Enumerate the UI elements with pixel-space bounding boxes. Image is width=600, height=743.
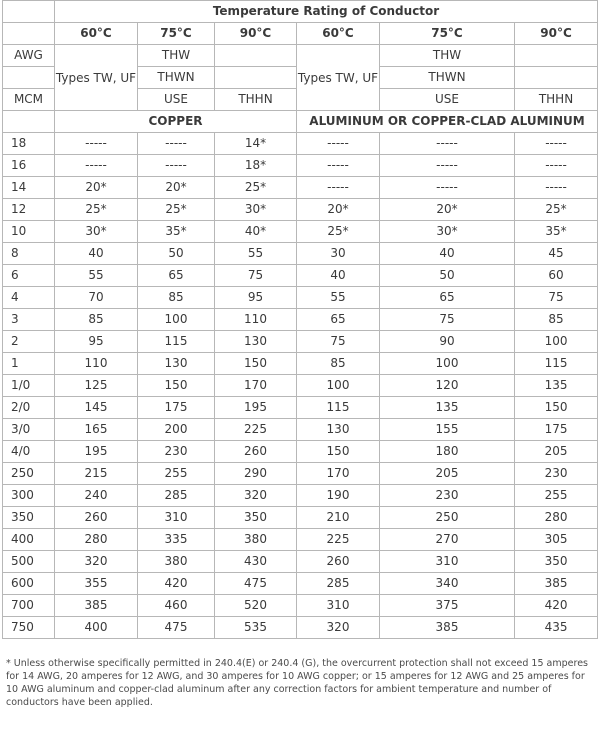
- ampacity-copper-60: 215: [55, 463, 138, 485]
- table-row: [3, 243, 598, 265]
- ampacity-copper-90: 320: [215, 485, 297, 507]
- ampacity-aluminum-90: 85: [515, 309, 598, 331]
- ampacity-aluminum-60: 75: [297, 331, 380, 353]
- conductor-size: 250: [3, 463, 55, 485]
- group-row: [3, 111, 598, 133]
- title-row: [3, 1, 598, 23]
- use-copper: USE: [138, 89, 215, 111]
- ampacity-aluminum-60: 225: [297, 529, 380, 551]
- conductor-size: 350: [3, 507, 55, 529]
- ampacity-aluminum-60: 40: [297, 265, 380, 287]
- blank-cell: [3, 23, 55, 45]
- ampacity-aluminum-90: 115: [515, 353, 598, 375]
- copper-group-label: COPPER: [55, 111, 297, 133]
- ampacity-copper-75: 200: [138, 419, 215, 441]
- conductor-size: 2: [3, 331, 55, 353]
- table-row: [3, 265, 598, 287]
- ampacity-copper-90: 225: [215, 419, 297, 441]
- corner-cell: [3, 1, 55, 23]
- ampacity-aluminum-90: 385: [515, 573, 598, 595]
- ampacity-aluminum-75: 50: [380, 265, 515, 287]
- ampacity-copper-90: 75: [215, 265, 297, 287]
- ampacity-copper-90: 130: [215, 331, 297, 353]
- ampacity-aluminum-60: 150: [297, 441, 380, 463]
- conductor-size: 750: [3, 617, 55, 639]
- ampacity-copper-60: 355: [55, 573, 138, 595]
- ampacity-aluminum-60: 85: [297, 353, 380, 375]
- ampacity-copper-75: 285: [138, 485, 215, 507]
- ampacity-aluminum-75: -----: [380, 155, 515, 177]
- blank-cell: [3, 67, 55, 89]
- conductor-size: 16: [3, 155, 55, 177]
- thhn-copper: THHN: [215, 89, 297, 111]
- ampacity-aluminum-75: 65: [380, 287, 515, 309]
- ampacity-aluminum-60: -----: [297, 177, 380, 199]
- ampacity-copper-90: 475: [215, 573, 297, 595]
- ampacity-aluminum-90: 305: [515, 529, 598, 551]
- ampacity-aluminum-75: -----: [380, 133, 515, 155]
- ampacity-aluminum-75: 270: [380, 529, 515, 551]
- mcm-label: MCM: [3, 89, 55, 111]
- ampacity-aluminum-75: 155: [380, 419, 515, 441]
- ampacity-aluminum-90: 230: [515, 463, 598, 485]
- ampacity-copper-60: 30*: [55, 221, 138, 243]
- ampacity-copper-60: 320: [55, 551, 138, 573]
- ampacity-copper-90: 170: [215, 375, 297, 397]
- thhn-aluminum: THHN: [515, 89, 598, 111]
- ampacity-aluminum-75: -----: [380, 177, 515, 199]
- ampacity-copper-75: 420: [138, 573, 215, 595]
- ampacity-copper-75: 380: [138, 551, 215, 573]
- conductor-size: 600: [3, 573, 55, 595]
- ampacity-copper-75: 85: [138, 287, 215, 309]
- table-row: [3, 199, 598, 221]
- ampacity-aluminum-75: 75: [380, 309, 515, 331]
- ampacity-aluminum-75: 230: [380, 485, 515, 507]
- ampacity-copper-75: 460: [138, 595, 215, 617]
- ampacity-aluminum-90: -----: [515, 133, 598, 155]
- conductor-size: 300: [3, 485, 55, 507]
- temp-90-copper: 90°C: [215, 23, 297, 45]
- ampacity-copper-90: 14*: [215, 133, 297, 155]
- ampacity-copper-90: 290: [215, 463, 297, 485]
- blank-cell: [515, 67, 598, 89]
- conductor-size: 4: [3, 287, 55, 309]
- table-row: [3, 397, 598, 419]
- ampacity-copper-60: -----: [55, 133, 138, 155]
- ampacity-aluminum-75: 40: [380, 243, 515, 265]
- types-tw-uf-aluminum: Types TW, UF: [297, 45, 380, 111]
- ampacity-copper-90: 260: [215, 441, 297, 463]
- table-row: [3, 331, 598, 353]
- ampacity-copper-75: 255: [138, 463, 215, 485]
- ampacity-copper-90: 30*: [215, 199, 297, 221]
- ampacity-copper-60: 25*: [55, 199, 138, 221]
- conductor-size: 10: [3, 221, 55, 243]
- ampacity-copper-60: 110: [55, 353, 138, 375]
- thwn-copper: THWN: [138, 67, 215, 89]
- table-row: [3, 375, 598, 397]
- ampacity-copper-90: 380: [215, 529, 297, 551]
- ampacity-copper-75: 175: [138, 397, 215, 419]
- table-row: [3, 573, 598, 595]
- ampacity-aluminum-75: 135: [380, 397, 515, 419]
- conductor-size: 14: [3, 177, 55, 199]
- ampacity-aluminum-90: 100: [515, 331, 598, 353]
- ampacity-copper-60: 20*: [55, 177, 138, 199]
- ampacity-aluminum-75: 375: [380, 595, 515, 617]
- conductor-size: 18: [3, 133, 55, 155]
- ampacity-aluminum-60: 310: [297, 595, 380, 617]
- thw-copper: THW: [138, 45, 215, 67]
- blank-cell: [3, 111, 55, 133]
- conductor-size: 12: [3, 199, 55, 221]
- ampacity-copper-75: 65: [138, 265, 215, 287]
- table-title: Temperature Rating of Conductor: [55, 1, 598, 23]
- ampacity-copper-75: -----: [138, 155, 215, 177]
- ampacity-aluminum-75: 30*: [380, 221, 515, 243]
- ampacity-aluminum-60: 130: [297, 419, 380, 441]
- ampacity-aluminum-90: 280: [515, 507, 598, 529]
- ampacity-copper-90: 25*: [215, 177, 297, 199]
- table-row: [3, 507, 598, 529]
- ampacity-copper-90: 40*: [215, 221, 297, 243]
- ampacity-copper-60: 280: [55, 529, 138, 551]
- temp-60-aluminum: 60°C: [297, 23, 380, 45]
- conductor-size: 6: [3, 265, 55, 287]
- table-row: [3, 133, 598, 155]
- ampacity-copper-75: 25*: [138, 199, 215, 221]
- table-row: [3, 287, 598, 309]
- footnote: * Unless otherwise specifically permitted in 240.4(E) or 240.4 (G), the overcurrent protection shall not exceed 15 amperes for 14 AWG, 20 amperes for 12 AWG, and 30 amperes for 10 AWG copper; or 15 amperes for 12 AWG and 25 amperes for 10 AWG aluminum and copper-clad aluminum after any correction factors for ambient temperature and number of conductors have been applied.: [6, 658, 588, 708]
- types-tw-uf-copper: Types TW, UF: [55, 45, 138, 111]
- blank-cell: [515, 45, 598, 67]
- conductor-size: 1/0: [3, 375, 55, 397]
- ampacity-copper-75: 310: [138, 507, 215, 529]
- ampacity-aluminum-90: 135: [515, 375, 598, 397]
- conductor-size: 3: [3, 309, 55, 331]
- ampacity-copper-75: 50: [138, 243, 215, 265]
- conductor-size: 500: [3, 551, 55, 573]
- ampacity-copper-90: 430: [215, 551, 297, 573]
- ampacity-copper-60: -----: [55, 155, 138, 177]
- ampacity-aluminum-60: 100: [297, 375, 380, 397]
- ampacity-copper-90: 18*: [215, 155, 297, 177]
- ampacity-copper-60: 70: [55, 287, 138, 309]
- ampacity-aluminum-75: 310: [380, 551, 515, 573]
- ampacity-aluminum-90: 45: [515, 243, 598, 265]
- ampacity-copper-75: 20*: [138, 177, 215, 199]
- ampacity-aluminum-75: 205: [380, 463, 515, 485]
- table-row: [3, 419, 598, 441]
- temperature-row: [3, 23, 598, 45]
- ampacity-copper-60: 125: [55, 375, 138, 397]
- table-row: [3, 529, 598, 551]
- ampacity-aluminum-75: 250: [380, 507, 515, 529]
- conductor-size: 700: [3, 595, 55, 617]
- ampacity-copper-90: 535: [215, 617, 297, 639]
- ampacity-copper-75: 335: [138, 529, 215, 551]
- ampacity-aluminum-60: 320: [297, 617, 380, 639]
- table-row: [3, 485, 598, 507]
- use-aluminum: USE: [380, 89, 515, 111]
- table-row: [3, 155, 598, 177]
- ampacity-copper-60: 165: [55, 419, 138, 441]
- ampacity-aluminum-60: 20*: [297, 199, 380, 221]
- ampacity-aluminum-90: 60: [515, 265, 598, 287]
- ampacity-aluminum-90: -----: [515, 177, 598, 199]
- ampacity-aluminum-75: 385: [380, 617, 515, 639]
- ampacity-copper-60: 85: [55, 309, 138, 331]
- ampacity-aluminum-60: 260: [297, 551, 380, 573]
- ampacity-copper-90: 110: [215, 309, 297, 331]
- ampacity-aluminum-90: 25*: [515, 199, 598, 221]
- ampacity-copper-60: 145: [55, 397, 138, 419]
- ampacity-copper-60: 40: [55, 243, 138, 265]
- ampacity-aluminum-75: 340: [380, 573, 515, 595]
- ampacity-aluminum-60: 170: [297, 463, 380, 485]
- ampacity-copper-90: 195: [215, 397, 297, 419]
- temp-75-copper: 75°C: [138, 23, 215, 45]
- conductor-size: 4/0: [3, 441, 55, 463]
- ampacity-aluminum-60: 210: [297, 507, 380, 529]
- ampacity-aluminum-75: 100: [380, 353, 515, 375]
- blank-cell: [215, 67, 297, 89]
- ampacity-aluminum-60: 65: [297, 309, 380, 331]
- ampacity-copper-75: 100: [138, 309, 215, 331]
- ampacity-copper-90: 350: [215, 507, 297, 529]
- ampacity-aluminum-60: 25*: [297, 221, 380, 243]
- ampacity-copper-60: 400: [55, 617, 138, 639]
- ampacity-copper-75: 35*: [138, 221, 215, 243]
- conductor-size: 2/0: [3, 397, 55, 419]
- table-row: [3, 309, 598, 331]
- ampacity-copper-75: 130: [138, 353, 215, 375]
- ampacity-copper-60: 195: [55, 441, 138, 463]
- awg-label: AWG: [3, 45, 55, 67]
- ampacity-aluminum-90: -----: [515, 155, 598, 177]
- conductor-size: 1: [3, 353, 55, 375]
- table-row: [3, 221, 598, 243]
- ampacity-aluminum-60: 55: [297, 287, 380, 309]
- ampacity-aluminum-90: 420: [515, 595, 598, 617]
- ampacity-aluminum-60: 190: [297, 485, 380, 507]
- ampacity-aluminum-90: 175: [515, 419, 598, 441]
- temp-90-aluminum: 90°C: [515, 23, 598, 45]
- ampacity-table: [2, 0, 598, 639]
- table-row: [3, 463, 598, 485]
- ampacity-copper-60: 385: [55, 595, 138, 617]
- ampacity-aluminum-60: 285: [297, 573, 380, 595]
- aluminum-group-label: ALUMINUM OR COPPER-CLAD ALUMINUM: [297, 111, 598, 133]
- temp-75-aluminum: 75°C: [380, 23, 515, 45]
- ampacity-aluminum-75: 20*: [380, 199, 515, 221]
- table-row: [3, 177, 598, 199]
- ampacity-copper-60: 240: [55, 485, 138, 507]
- table-row: [3, 441, 598, 463]
- ampacity-aluminum-90: 150: [515, 397, 598, 419]
- blank-cell: [215, 45, 297, 67]
- ampacity-copper-60: 95: [55, 331, 138, 353]
- ampacity-aluminum-90: 75: [515, 287, 598, 309]
- ampacity-aluminum-90: 435: [515, 617, 598, 639]
- table-row: [3, 595, 598, 617]
- ampacity-copper-90: 95: [215, 287, 297, 309]
- ampacity-aluminum-75: 90: [380, 331, 515, 353]
- ampacity-copper-75: 115: [138, 331, 215, 353]
- ampacity-aluminum-90: 255: [515, 485, 598, 507]
- table-row: [3, 551, 598, 573]
- ampacity-copper-75: 475: [138, 617, 215, 639]
- ampacity-copper-90: 150: [215, 353, 297, 375]
- ampacity-aluminum-90: 205: [515, 441, 598, 463]
- thwn-aluminum: THWN: [380, 67, 515, 89]
- ampacity-aluminum-60: -----: [297, 155, 380, 177]
- ampacity-aluminum-90: 35*: [515, 221, 598, 243]
- conductor-size: 8: [3, 243, 55, 265]
- ampacity-copper-75: 150: [138, 375, 215, 397]
- conductor-size: 3/0: [3, 419, 55, 441]
- ampacity-copper-75: 230: [138, 441, 215, 463]
- ampacity-aluminum-75: 180: [380, 441, 515, 463]
- ampacity-aluminum-60: 115: [297, 397, 380, 419]
- ampacity-copper-60: 55: [55, 265, 138, 287]
- ampacity-aluminum-60: 30: [297, 243, 380, 265]
- table-row: [3, 617, 598, 639]
- ampacity-copper-90: 520: [215, 595, 297, 617]
- ampacity-aluminum-75: 120: [380, 375, 515, 397]
- conductor-size: 400: [3, 529, 55, 551]
- thw-aluminum: THW: [380, 45, 515, 67]
- temp-60-copper: 60°C: [55, 23, 138, 45]
- ampacity-aluminum-60: -----: [297, 133, 380, 155]
- table-row: [3, 353, 598, 375]
- ampacity-copper-75: -----: [138, 133, 215, 155]
- ampacity-copper-60: 260: [55, 507, 138, 529]
- ampacity-copper-90: 55: [215, 243, 297, 265]
- thw-row: [3, 45, 598, 67]
- ampacity-aluminum-90: 350: [515, 551, 598, 573]
